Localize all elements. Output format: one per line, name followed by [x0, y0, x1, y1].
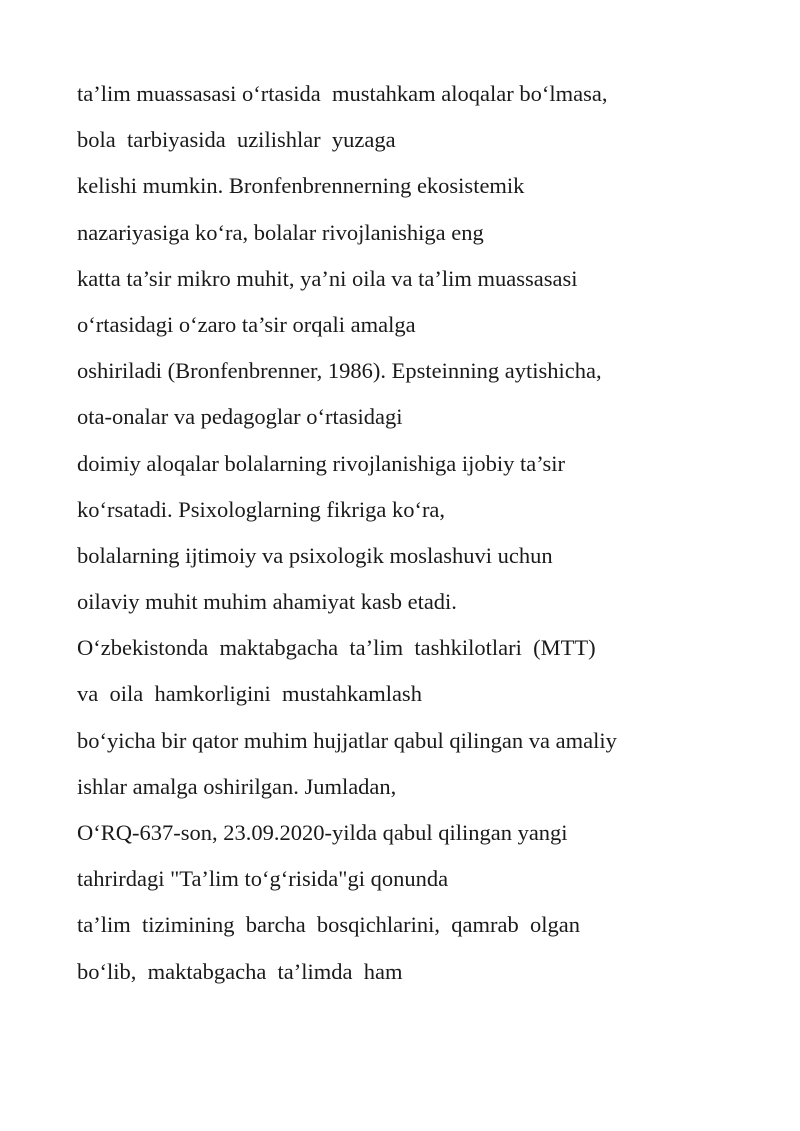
text-line: oilaviy muhit muhim ahamiyat kasb etadi.	[77, 589, 457, 615]
text-line: bo‘lib, maktabgacha ta’limda ham	[77, 958, 403, 984]
text-line: bola tarbiyasida uzilishlar yuzaga	[77, 127, 396, 153]
text-line: doimiy aloqalar bolalarning rivojlanishiga ijobiy ta’sir	[77, 450, 566, 476]
text-line: kelishi mumkin. Bronfenbrennerning ekosistemik	[77, 173, 525, 199]
text-line: bo‘yicha bir qator muhim hujjatlar qabul qilingan va amaliy	[77, 727, 617, 753]
text-line: oshiriladi (Bronfenbrenner, 1986). Epsteinning aytishicha,	[77, 358, 602, 384]
text-line: va oila hamkorligini mustahkamlash	[77, 681, 422, 707]
text-line: O‘RQ-637-son, 23.09.2020-yilda qabul qilingan yangi	[77, 820, 568, 845]
text-line: ta’lim tizimining barcha bosqichlarini, qamrab olgan	[77, 912, 580, 938]
text-line: ishlar amalga oshirilgan. Jumladan,	[77, 773, 397, 799]
text-line: ta’lim muassasasi o‘rtasida mustahkam aloqalar bo‘lmasa,	[77, 81, 608, 106]
body-text	[77, 78, 737, 1002]
text-line: bolalarning ijtimoiy va psixologik moslashuvi uchun	[77, 542, 553, 568]
text-line: O‘zbekistonda maktabgacha ta’lim tashkilotlari (MTT)	[77, 635, 596, 661]
text-line: ko‘rsatadi. Psixologlarning fikriga ko‘ra,	[77, 496, 446, 522]
text-line: o‘rtasidagi o‘zaro ta’sir orqali amalga	[77, 311, 416, 337]
text-line: ota-onalar va pedagoglar o‘rtasidagi	[77, 404, 403, 430]
text-line: nazariyasiga ko‘ra, bolalar rivojlanishiga eng	[77, 219, 484, 245]
text-line: tahrirdagi "Ta’lim to‘g‘risida"gi qonunda	[77, 866, 449, 892]
text-line: katta ta’sir mikro muhit, ya’ni oila va ta’lim muassasasi	[77, 265, 578, 291]
